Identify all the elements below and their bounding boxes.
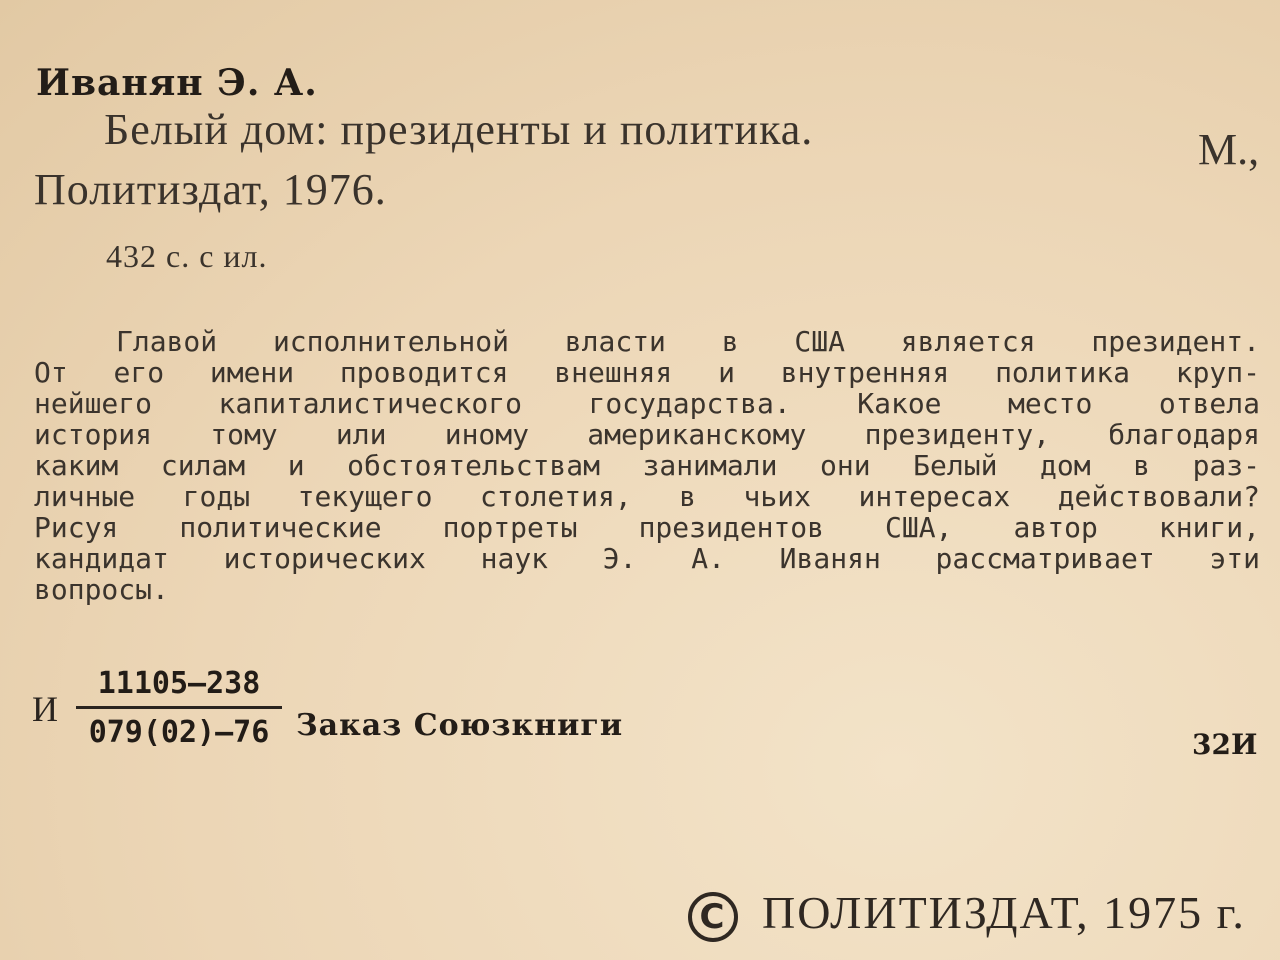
index-denominator: 079(02)—76 bbox=[88, 715, 270, 750]
annotation-line: От его имени проводится внешняя и внутренняя политика круп- bbox=[34, 356, 1260, 389]
publisher-year: Политиздат, 1976. bbox=[34, 165, 387, 214]
copyright-text: ПОЛИТИЗДАТ, 1975 г. bbox=[762, 887, 1246, 938]
annotation-line: история тому или иному американскому президенту, благодаря bbox=[34, 418, 1260, 451]
fraction-bar bbox=[76, 706, 282, 709]
annotation-line: Главой исполнительной власти в США является президент. bbox=[116, 325, 1260, 358]
index-letter: И bbox=[32, 689, 58, 729]
copyright-line bbox=[688, 886, 1246, 942]
annotation-line: каким силам и обстоятельствам занимали они Белый дом в раз- bbox=[34, 449, 1260, 482]
annotation-line: вопросы. bbox=[34, 573, 169, 606]
book-title: Белый дом: президенты и политика. bbox=[104, 105, 814, 154]
annotation-line: Рисуя политические портреты президентов США, автор книги, bbox=[34, 511, 1260, 544]
publication-place: М., bbox=[1198, 125, 1260, 174]
copyright-icon: C bbox=[688, 892, 738, 942]
annotation-line: личные годы текущего столетия, в чьих интересах действовали? bbox=[34, 480, 1260, 513]
author-name: Иванян Э. А. bbox=[36, 62, 318, 104]
index-numerator: 11105—238 bbox=[97, 666, 261, 701]
index-fraction bbox=[76, 664, 282, 753]
page-count: 432 с. с ил. bbox=[106, 238, 268, 274]
annotation-line: нейшего капиталистического государства. Какое место отвела bbox=[34, 387, 1260, 420]
price-code: 32И bbox=[1192, 728, 1258, 761]
annotation-line: кандидат исторических наук Э. А. Иванян рассматривает эти bbox=[34, 542, 1260, 575]
order-label: Заказ Союзкниги bbox=[296, 708, 624, 743]
annotation-text bbox=[34, 326, 1260, 605]
